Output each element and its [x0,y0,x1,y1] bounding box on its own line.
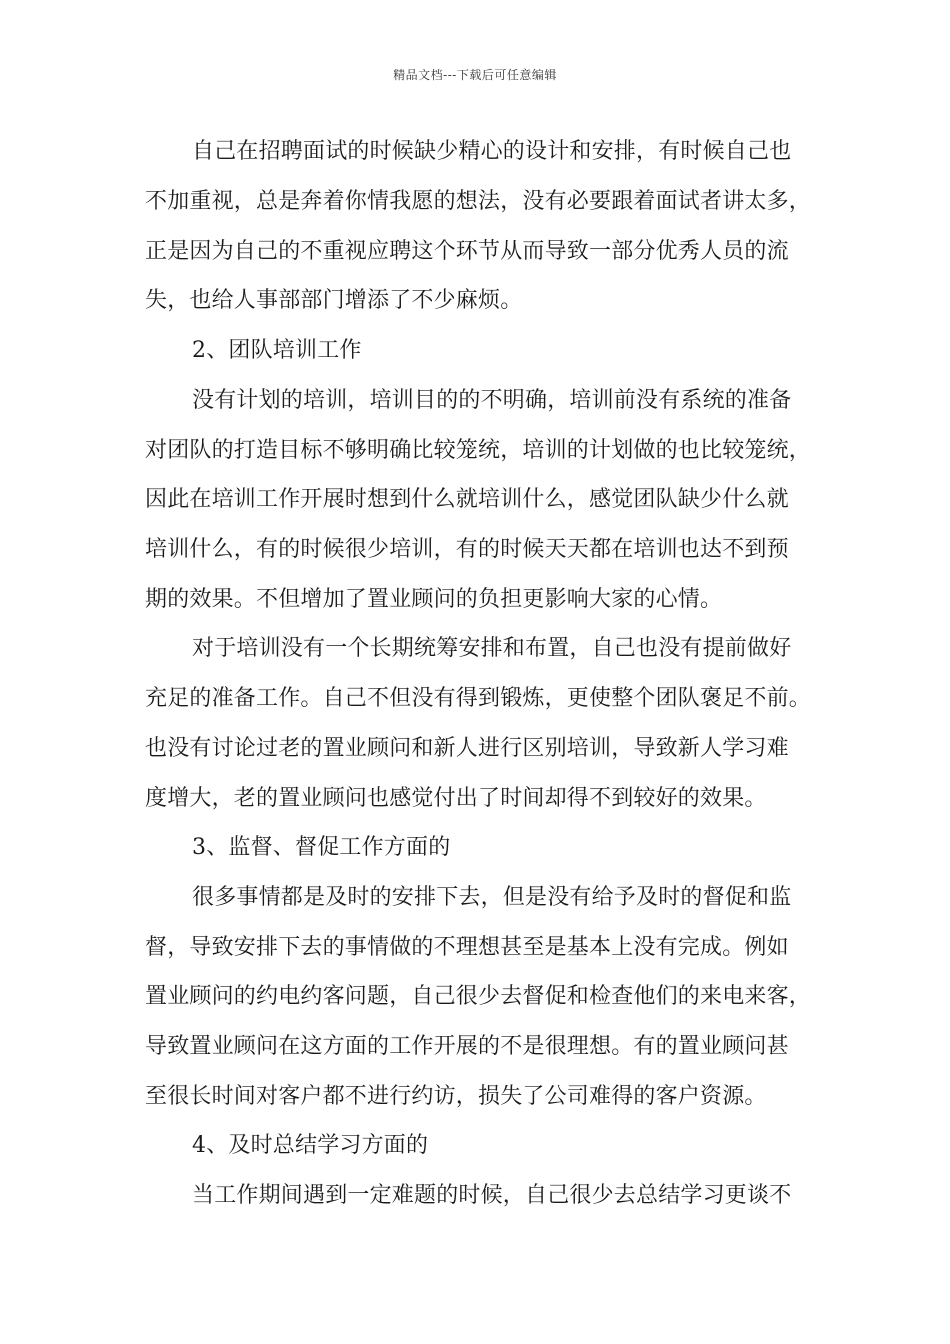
paragraph-line: 培训什么，有的时候很少培训，有的时候天天都在培训也达不到预 [145,537,789,562]
paragraph-line: 也没有讨论过老的置业顾问和新人进行区别培训，导致新人学习难 [145,736,789,761]
paragraph-line: 因此在培训工作开展时想到什么就培训什么，感觉团队缺少什么就 [145,487,789,512]
paragraph-line: 充足的准备工作。自己不但没有得到锻炼，更使整个团队褒足不前。 [145,686,812,711]
page-header: 精品文档---下载后可任意编辑 [393,68,557,82]
paragraph-line: 度增大，老的置业顾问也感觉付出了时间却得不到较好的效果。 [145,786,767,811]
paragraph-line: 督，导致安排下去的事情做的不理想甚至是基本上没有完成。例如 [145,935,789,960]
paragraph-line: 没有计划的培训，培训目的的不明确，培训前没有系统的准备 [192,388,792,413]
paragraph-line: 失，也给人事部部门增添了不少麻烦。 [145,288,523,313]
paragraph-line: 至很长时间对客户都不进行约访，损失了公司难得的客户资源。 [145,1084,767,1109]
paragraph-line: 当工作期间遇到一定难题的时候，自己很少去总结学习更谈不 [192,1183,792,1208]
paragraph-line: 置业顾问的约电约客问题，自己很少去督促和检查他们的来电来客， [145,984,812,1009]
paragraph-line: 期的效果。不但增加了置业顾问的负担更影响大家的心情。 [145,587,723,612]
section-heading: 3、监督、督促工作方面的 [192,835,451,860]
paragraph-line: 很多事情都是及时的安排下去，但是没有给予及时的督促和监 [192,885,792,910]
section-heading: 2、团队培训工作 [192,338,362,363]
paragraph-line: 自己在招聘面试的时候缺少精心的设计和安排，有时候自己也 [192,139,792,164]
paragraph-line: 正是因为自己的不重视应聘这个环节从而导致一部分优秀人员的流 [145,239,789,264]
paragraph-line: 对团队的打造目标不够明确比较笼统，培训的计划做的也比较笼统， [145,438,812,463]
paragraph-line: 不加重视，总是奔着你情我愿的想法，没有必要跟着面试者讲太多， [145,189,812,214]
paragraph-line: 导致置业顾问在这方面的工作开展的不是很理想。有的置业顾问甚 [145,1034,789,1059]
section-heading: 4、及时总结学习方面的 [192,1133,429,1158]
paragraph-line: 对于培训没有一个长期统筹安排和布置，自己也没有提前做好 [192,636,792,661]
